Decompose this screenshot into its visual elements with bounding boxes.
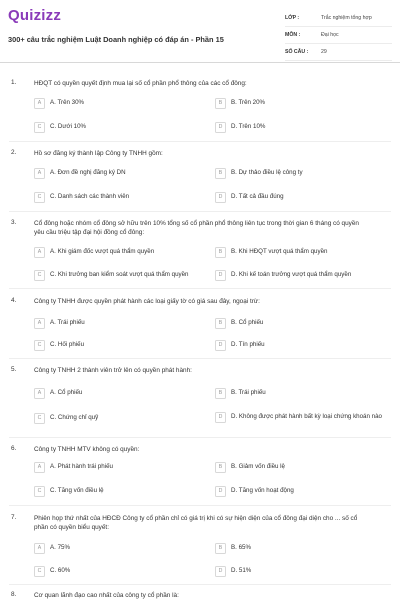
- option-b[interactable]: [215, 386, 266, 400]
- option-letter-box: C: [34, 122, 45, 133]
- question-number: 3.: [11, 219, 17, 226]
- question-number: 6.: [11, 445, 17, 452]
- option-letter-box: B: [215, 318, 226, 329]
- question-text: Cơ quan lãnh đạo cao nhất của công ty cổ phần là:: [34, 592, 179, 599]
- option-a[interactable]: [34, 245, 154, 259]
- question-number: 4.: [11, 297, 17, 304]
- option-b[interactable]: [215, 166, 303, 180]
- option-text: C. Hối phiếu: [50, 340, 85, 348]
- option-text: D. 51%: [231, 566, 252, 574]
- option-letter-box: B: [215, 98, 226, 109]
- question-number: 7.: [11, 514, 17, 521]
- option-letter-box: D: [215, 566, 226, 577]
- option-text: A. Khi giám đốc vượt quá thẩm quyền: [50, 247, 155, 255]
- option-c[interactable]: [34, 564, 70, 578]
- worksheet-header: [0, 0, 400, 63]
- option-text: B. Dự thảo điều lệ công ty: [231, 168, 303, 176]
- question-text: Phiên họp thứ nhất của HĐCĐ Công ty cổ phần chỉ có giá trị khi có sự hiện diện của cổ đông đại diện cho ... số cổ phần có quyền biểu quyết:: [34, 515, 358, 532]
- option-letter-box: B: [215, 168, 226, 179]
- question-divider: [9, 505, 391, 506]
- option-d[interactable]: [215, 338, 265, 352]
- question-text: Công ty TNHH được quyền phát hành các loại giấy tờ có giá sau đây, ngoại trừ:: [34, 298, 260, 305]
- meta-row-class: [285, 10, 392, 27]
- meta-row-subject: [285, 27, 392, 44]
- option-letter-box: A: [34, 318, 45, 329]
- option-d[interactable]: [215, 268, 351, 282]
- page-title: 300+ câu trắc nghiệm Luật Doanh nghiệp có đáp án - Phần 15: [8, 35, 224, 44]
- question-text: Công ty TNHH 2 thành viên trở lên có quyền phát hành:: [34, 367, 192, 374]
- question-divider: [9, 584, 391, 585]
- option-text: B. 65%: [231, 543, 251, 551]
- option-d[interactable]: [215, 484, 294, 498]
- option-letter-box: B: [215, 543, 226, 554]
- option-b[interactable]: [215, 460, 285, 474]
- question-text: Công ty TNHH MTV không có quyền:: [34, 446, 140, 453]
- option-text: D. Tín phiếu: [231, 340, 265, 348]
- option-a[interactable]: [34, 386, 82, 400]
- option-text: D. Tăng vốn hoạt động: [231, 486, 294, 494]
- option-text: D. Trên 10%: [231, 122, 266, 130]
- question-number: 8.: [11, 591, 17, 598]
- question-number: 5.: [11, 366, 17, 373]
- option-d[interactable]: [215, 564, 251, 578]
- question-divider: [9, 288, 391, 289]
- option-letter-box: A: [34, 247, 45, 258]
- option-a[interactable]: [34, 316, 85, 330]
- question-text: HĐQT có quyền quyết định mua lại số cổ phần phổ thông của các cổ đông:: [34, 80, 247, 87]
- option-a[interactable]: [34, 541, 70, 555]
- option-text: B. Cổ phiếu: [231, 318, 264, 326]
- option-letter-box: A: [34, 462, 45, 473]
- question-number: 2.: [11, 149, 17, 156]
- option-letter-box: C: [34, 413, 45, 424]
- option-a[interactable]: [34, 96, 84, 110]
- option-letter-box: A: [34, 168, 45, 179]
- option-letter-box: D: [215, 486, 226, 497]
- option-letter-box: D: [215, 122, 226, 133]
- option-d[interactable]: [215, 120, 265, 134]
- meta-table: [285, 10, 392, 61]
- option-letter-box: A: [34, 98, 45, 109]
- option-c[interactable]: [34, 411, 98, 425]
- option-a[interactable]: [34, 460, 113, 474]
- meta-value: 29: [321, 49, 327, 55]
- option-a[interactable]: [34, 166, 126, 180]
- option-text: D. Không được phát hành bất kỳ loại chứng khoán nào: [231, 412, 382, 420]
- option-text: C. Dưới 10%: [50, 122, 87, 130]
- option-c[interactable]: [34, 484, 104, 498]
- option-letter-box: C: [34, 566, 45, 577]
- option-text: A. Đơn đề nghị đăng ký DN: [50, 168, 126, 176]
- option-text: C. Tăng vốn điều lệ: [50, 486, 104, 494]
- option-c[interactable]: [34, 190, 129, 204]
- option-text: B. Khi HĐQT vượt quá thẩm quyền: [231, 247, 328, 255]
- option-text: A. Phát hành trái phiếu: [50, 462, 113, 470]
- option-text: B. Trái phiếu: [231, 388, 266, 396]
- question-text: Hồ sơ đăng ký thành lập Công ty TNHH gồm:: [34, 150, 163, 157]
- option-letter-box: C: [34, 486, 45, 497]
- question-divider: [9, 211, 391, 212]
- question-text: Cổ đông hoặc nhóm cổ đông sở hữu trên 10% tổng số cổ phần phổ thông liên tục trong thời gian 6 tháng có quyền yêu cầu triệu tập đại hội đồng cổ đông:: [34, 220, 359, 237]
- option-b[interactable]: [215, 96, 265, 110]
- option-letter-box: D: [215, 412, 226, 423]
- meta-key: SỐ CÂU :: [285, 49, 309, 55]
- option-d[interactable]: [215, 190, 284, 204]
- option-letter-box: C: [34, 192, 45, 203]
- question-number: 1.: [11, 79, 17, 86]
- question-divider: [9, 141, 391, 142]
- option-letter-box: B: [215, 247, 226, 258]
- option-letter-box: A: [34, 543, 45, 554]
- option-text: C. 60%: [50, 566, 71, 574]
- option-c[interactable]: [34, 338, 84, 352]
- option-letter-box: C: [34, 340, 45, 351]
- option-c[interactable]: [34, 120, 86, 134]
- option-text: B. Trên 20%: [231, 98, 266, 106]
- option-text: C. Danh sách các thành viên: [50, 192, 130, 200]
- meta-row-count: [285, 44, 392, 61]
- option-text: B. Giảm vốn điều lệ: [231, 462, 285, 470]
- option-letter-box: C: [34, 270, 45, 281]
- option-text: A. 75%: [50, 543, 70, 551]
- option-c[interactable]: [34, 268, 189, 282]
- option-letter-box: D: [215, 340, 226, 351]
- question-divider: [9, 437, 391, 438]
- question-divider: [9, 358, 391, 359]
- option-text: D. Tất cả đầu đúng: [231, 192, 284, 200]
- option-letter-box: B: [215, 388, 226, 399]
- option-d[interactable]: [215, 406, 382, 428]
- meta-key: MÔN :: [285, 32, 301, 38]
- option-text: C. Chứng chỉ quỹ: [50, 413, 99, 421]
- option-b[interactable]: [215, 541, 251, 555]
- option-letter-box: B: [215, 462, 226, 473]
- option-letter-box: D: [215, 270, 226, 281]
- meta-key: LỚP :: [285, 15, 300, 21]
- option-letter-box: D: [215, 192, 226, 203]
- meta-value: Trắc nghiệm tổng hợp: [321, 15, 372, 21]
- option-b[interactable]: [215, 245, 327, 259]
- quizizz-logo[interactable]: Quizizz: [8, 7, 62, 24]
- option-text: C. Khi trưởng ban kiểm soát vượt quá thẩm quyền: [50, 270, 189, 278]
- meta-value: Đại học: [321, 32, 339, 38]
- option-b[interactable]: [215, 316, 263, 330]
- option-text: D. Khi kế toán trưởng vượt quá thẩm quyền: [231, 270, 352, 278]
- option-text: A. Trái phiếu: [50, 318, 85, 326]
- option-letter-box: A: [34, 388, 45, 399]
- option-text: A. Trên 30%: [50, 98, 85, 106]
- option-text: A. Cổ phiếu: [50, 388, 83, 396]
